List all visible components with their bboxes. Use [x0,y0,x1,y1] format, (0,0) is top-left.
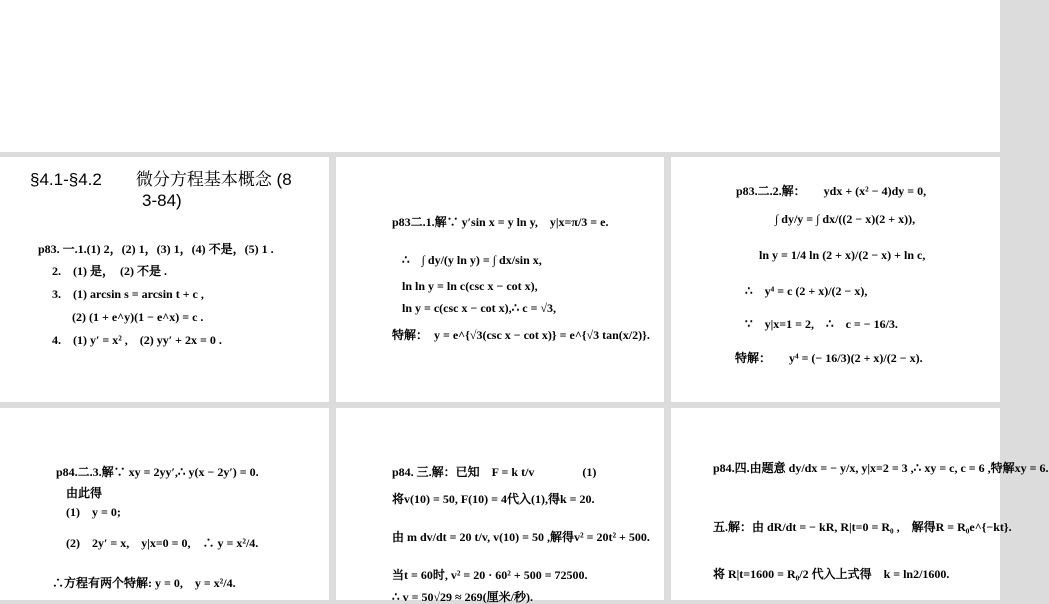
answer-line: ln ln y = ln c(csc x − cot x), [402,279,538,293]
answer-line: 特解： y = e^{√3(csc x − cot x)} = e^{√3 tan(x/2)}. [392,328,650,342]
top-blank-area [0,0,1000,152]
answer-line: ∴ y⁴ = c (2 + x)/(2 − x), [745,284,868,298]
answer-line: 将v(10) = 50, F(10) = 4代入(1),得k = 20. [392,492,595,506]
answer-line: (2) (1 + e^y)(1 − e^x) = c . [72,310,204,324]
answer-line: 2. (1) 是， (2) 不是 . [52,264,167,278]
answer-line: 当t = 60时, v² = 20 · 60² + 500 = 72500. [392,568,588,582]
answer-line: p83. 一.1.(1) 2，(2) 1，(3) 1，(4) 不是，(5) 1 . [38,242,274,256]
answer-line: p84.四.由题意 dy/dx = − y/x, y|x=2 = 3 ,∴ xy = c, c = 6 ,特解xy = 6. [713,461,1049,475]
answer-line: p83二.1.解∵ y′sin x = y ln y, y|x=π/3 = e. [392,215,609,229]
answer-line: ∴ v = 50√29 ≈ 269(厘米/秒). [392,590,533,604]
slide-thumbnail-1[interactable] [0,157,329,402]
slide-thumbnail-3[interactable] [671,157,1000,402]
answer-line: 特解： y⁴ = (− 16/3)(2 + x)/(2 − x). [735,351,923,365]
answer-line: (2) 2y′ = x, y|x=0 = 0, ∴ y = x²/4. [66,536,259,550]
slide-thumbnail-2[interactable] [336,157,664,402]
answer-line: p84.二.3.解∵ xy = 2yy′,∴ y(x − 2y′) = 0. [56,465,259,479]
slide-title: §4.1-§4.2 微分方程基本概念 (8 [30,170,292,189]
answer-line: ln y = c(csc x − cot x),∴ c = √3, [402,301,557,315]
slide-thumbnail-5[interactable] [336,408,664,604]
answer-line: 3. (1) arcsin s = arcsin t + c , [52,287,204,301]
answer-line: ∴方程有两个特解: y = 0, y = x²/4. [52,576,236,590]
answer-line: 将 R|t=1600 = R₀/2 代入上式得 k = ln2/1600. [713,567,950,581]
answer-line: 五.解：由 dR/dt = − kR, R|t=0 = R₀ , 解得R = R₀e^{−kt}. [713,520,1012,534]
answer-line: 由此得 [66,486,103,500]
answer-line: 4. (1) y′ = x² , (2) yy′ + 2x = 0 . [52,333,222,347]
answer-line: ∫ dy/y = ∫ dx/((2 − x)(2 + x)), [775,212,916,226]
slide-thumbnail-4[interactable] [0,408,329,600]
answer-line: ∴ ∫ dy/(y ln y) = ∫ dx/sin x, [402,253,542,267]
answer-line: p84. 三.解：已知 F = k t/v (1) [392,465,597,479]
slide-title-continued: 3-84) [142,191,182,210]
answer-line: p83.二.2.解： ydx + (x² − 4)dy = 0, [736,184,927,198]
answer-line: 由 m dv/dt = 20 t/v, v(10) = 50 ,解得v² = 20t² + 500. [392,530,650,544]
answer-line: (1) y = 0; [66,505,121,519]
slide-thumbnail-6[interactable] [671,408,1049,600]
answer-line: ln y = 1/4 ln (2 + x)/(2 − x) + ln c, [759,248,926,262]
answer-line: ∵ y|x=1 = 2, ∴ c = − 16/3. [745,317,898,331]
